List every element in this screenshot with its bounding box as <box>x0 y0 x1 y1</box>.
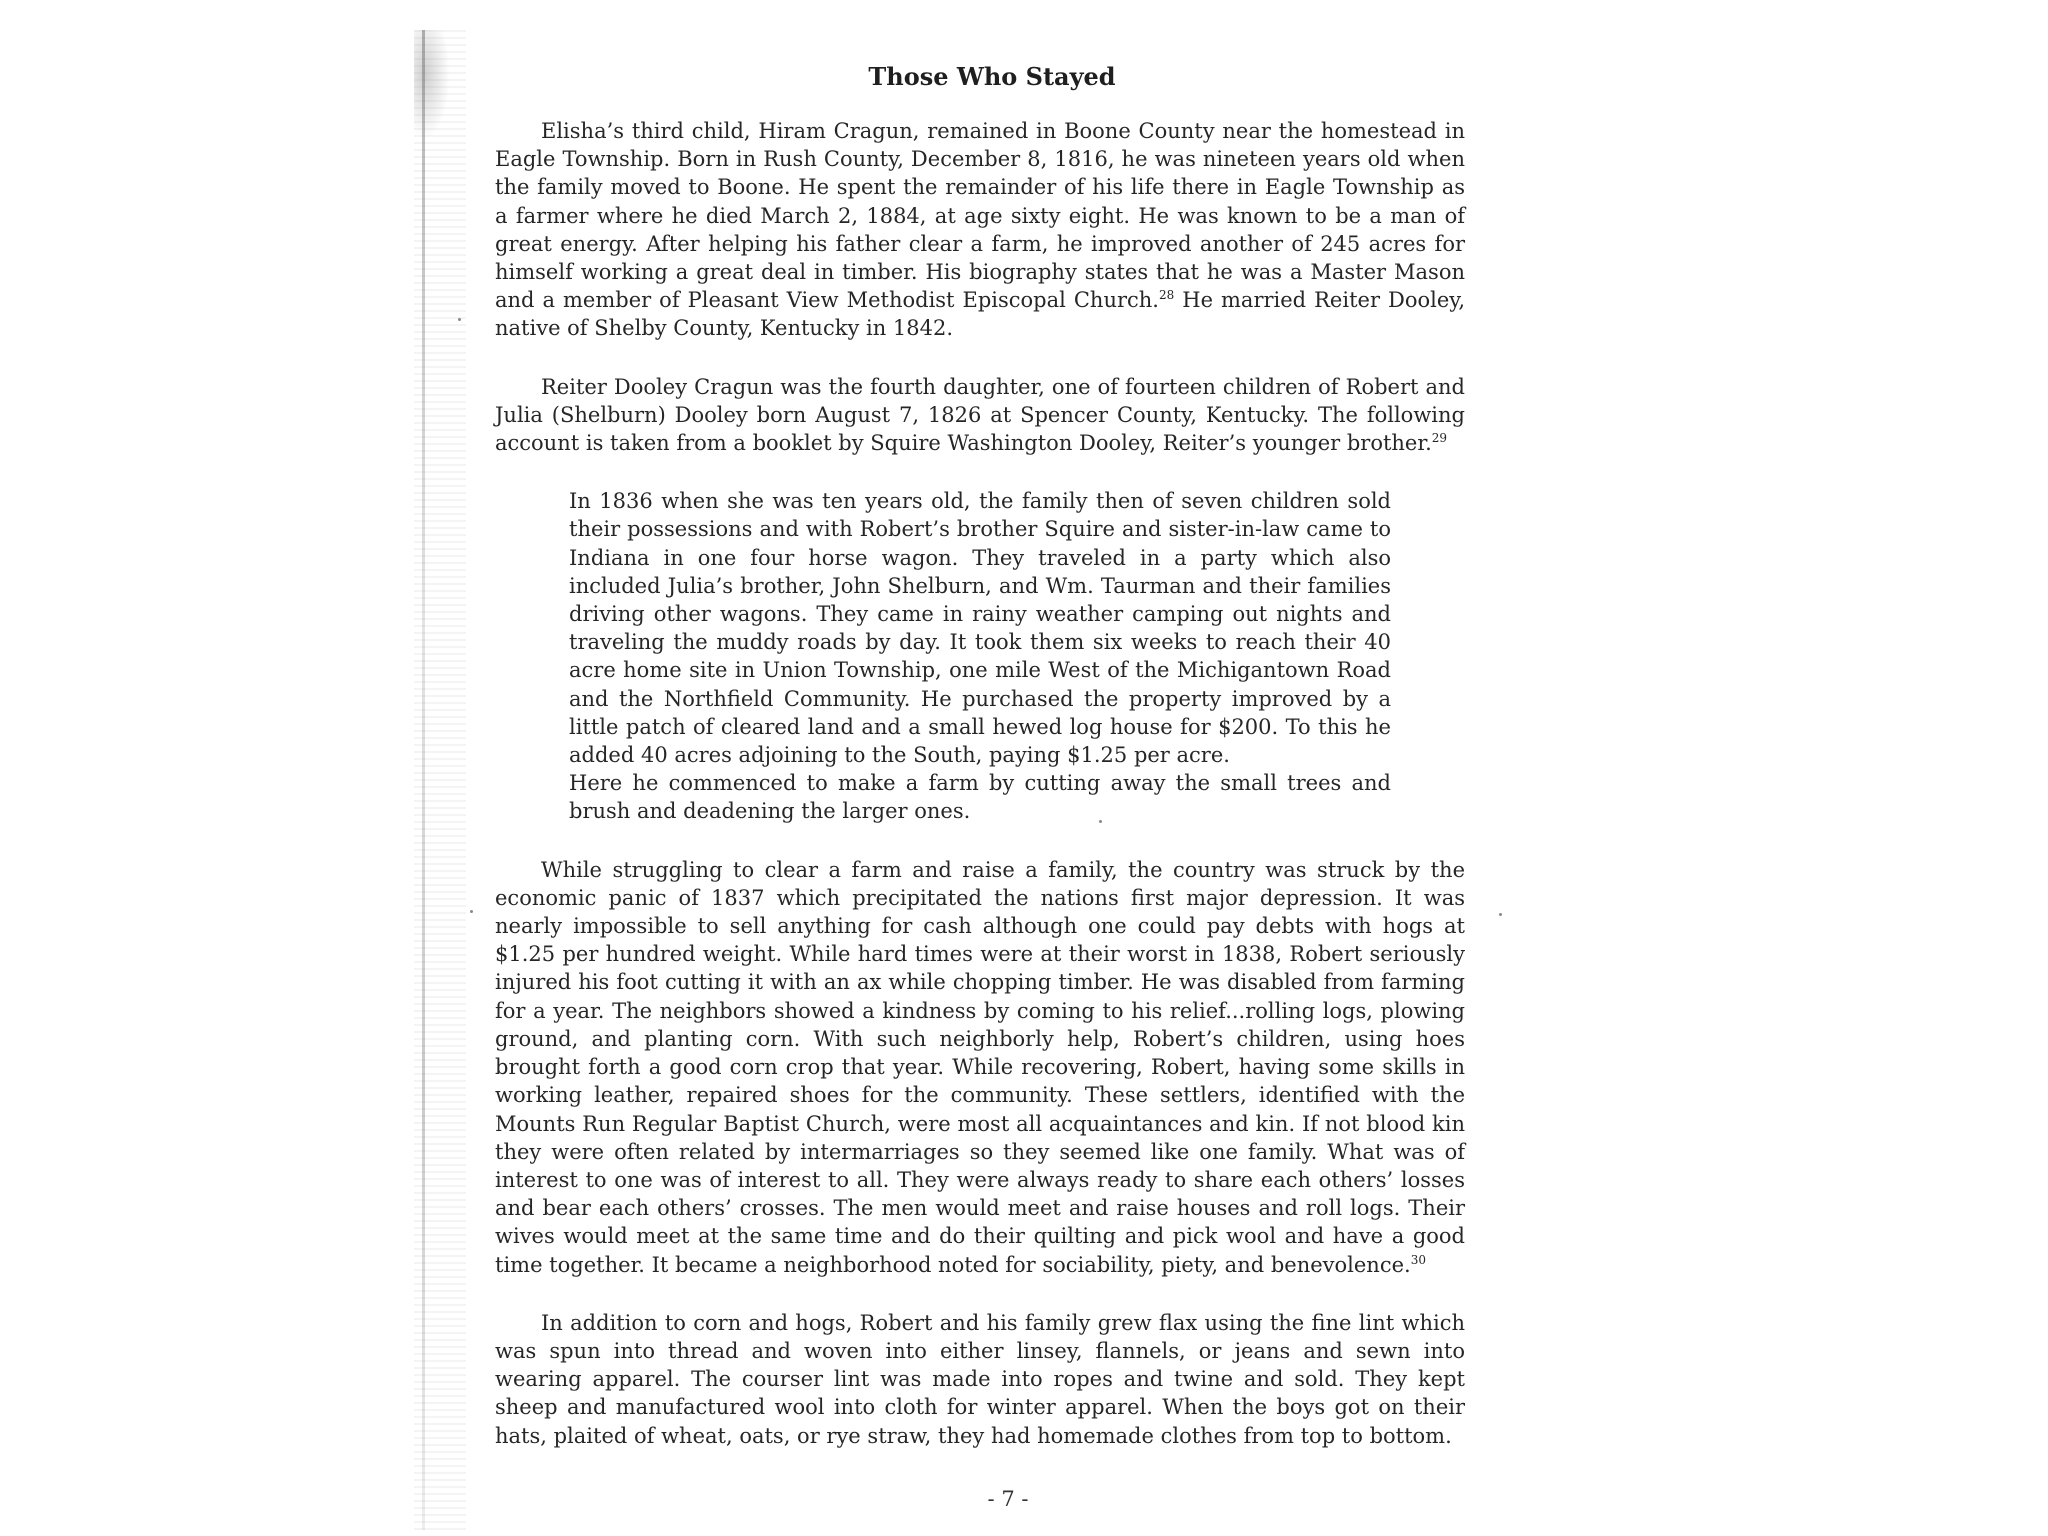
scan-speck <box>1499 913 1502 916</box>
paragraph-text: He married Reiter Dooley, native of Shelby County, Kentucky in 1842. <box>495 288 1466 341</box>
footnote-marker: 30 <box>1410 1252 1426 1267</box>
scan-binding-shadow <box>414 30 466 1530</box>
page-number-text: - 7 - <box>987 1487 1029 1511</box>
paragraph-hiram-cragun <box>495 117 1465 343</box>
scan-speck <box>458 318 461 321</box>
footnote-marker: 29 <box>1431 431 1448 446</box>
page-title: Those Who Stayed <box>868 62 1116 91</box>
paragraph-panic-of-1837 <box>495 856 1465 1279</box>
block-quote <box>495 487 1465 825</box>
paragraph-text: While struggling to clear a farm and raise a family, the country was struck by the economic panic of 1837 which precipitated the nations first major depression. It was nearly impossible to sell anything for cash although one could pay debts with hogs at $1.25 per hundred weight. While hard times were at their worst in 1838, Robert seriously injured his foot cutting it with an ax while chopping timber. He was disabled from farming for a year. The neighbors showed a kindness by coming to his relief...rolling logs, plowing ground, and planting corn. With such neighborly help, Robert’s children, using hoes brought forth a good corn crop that year. While recovering, Robert, having some skills in working leather, repaired shoes for the community. These settlers, identified with the Mounts Run Regular Baptist Church, were most all acquaintances and kin. If not blood kin they were often related by intermarriages so they seemed like one family. What was of interest to one was of interest to all. They were always ready to share each others’ losses and bear each others’ crosses. The men would meet and raise houses and roll logs. Their wives would meet at the same time and do their quilting and pick wool and have a good time together. It became a neighborhood noted for sociability, piety, and benevolence. <box>495 857 1465 1277</box>
paragraph-text: Elisha’s third child, Hiram Cragun, remained in Boone County near the homestead in Eagle Township. Born in Rush County, December 8, 1816, he was nineteen years old when the family moved to Boone. He spent the remainder of his life there in Eagle Township as a farmer where he died March 2, 1884, at age sixty eight. He was known to be a man of great energy. After helping his father clear a farm, he improved another of 245 acres for himself working a great deal in timber. His biography states that he was a Master Mason and a member of Pleasant View Methodist Episcopal Church. <box>495 119 1465 313</box>
page-number <box>0 1487 2048 1511</box>
quote-paragraph: In 1836 when she was ten years old, the family then of seven children sold their possessions and with Robert’s brother Squire and sister-in-law came to Indiana in one four horse wagon. They traveled in a party which also included Julia’s brother, John Shelburn, and Wm. Taurman and their families driving other wagons. They came in rainy weather camping out nights and traveling the muddy roads by day. It took them six weeks to reach their 40 acre home site in Union Township, one mile West of the Michigantown Road and the Northfield Community. He purchased the property improved by a little patch of cleared land and a small hewed log house for $200. To this he added 40 acres adjoining to the South, paying $1.25 per acre. <box>569 489 1391 768</box>
document-page <box>495 62 1465 1450</box>
scan-speck <box>470 910 473 913</box>
paragraph-reiter-dooley <box>495 373 1465 458</box>
quote-paragraph: Here he commenced to make a farm by cutting away the small trees and brush and deadening the larger ones. <box>569 771 1391 824</box>
paragraph-flax-and-wool: In addition to corn and hogs, Robert and his family grew flax using the fine lint which was spun into thread and woven into either linsey, flannels, or jeans and sewn into wearing apparel. The courser lint was made into ropes and twine and sold. They kept sheep and manufactured wool into cloth for winter apparel. When the boys got on their hats, plaited of wheat, oats, or rye straw, they had homemade clothes from top to bottom. <box>495 1310 1465 1448</box>
paragraph-text: Reiter Dooley Cragun was the fourth daughter, one of fourteen children of Robert and Julia (Shelburn) Dooley born August 7, 1826 at Spencer County, Kentucky. The following account is taken from a booklet by Squire Washington Dooley, Reiter’s younger brother. <box>495 374 1465 456</box>
footnote-marker: 28 <box>1158 288 1175 303</box>
